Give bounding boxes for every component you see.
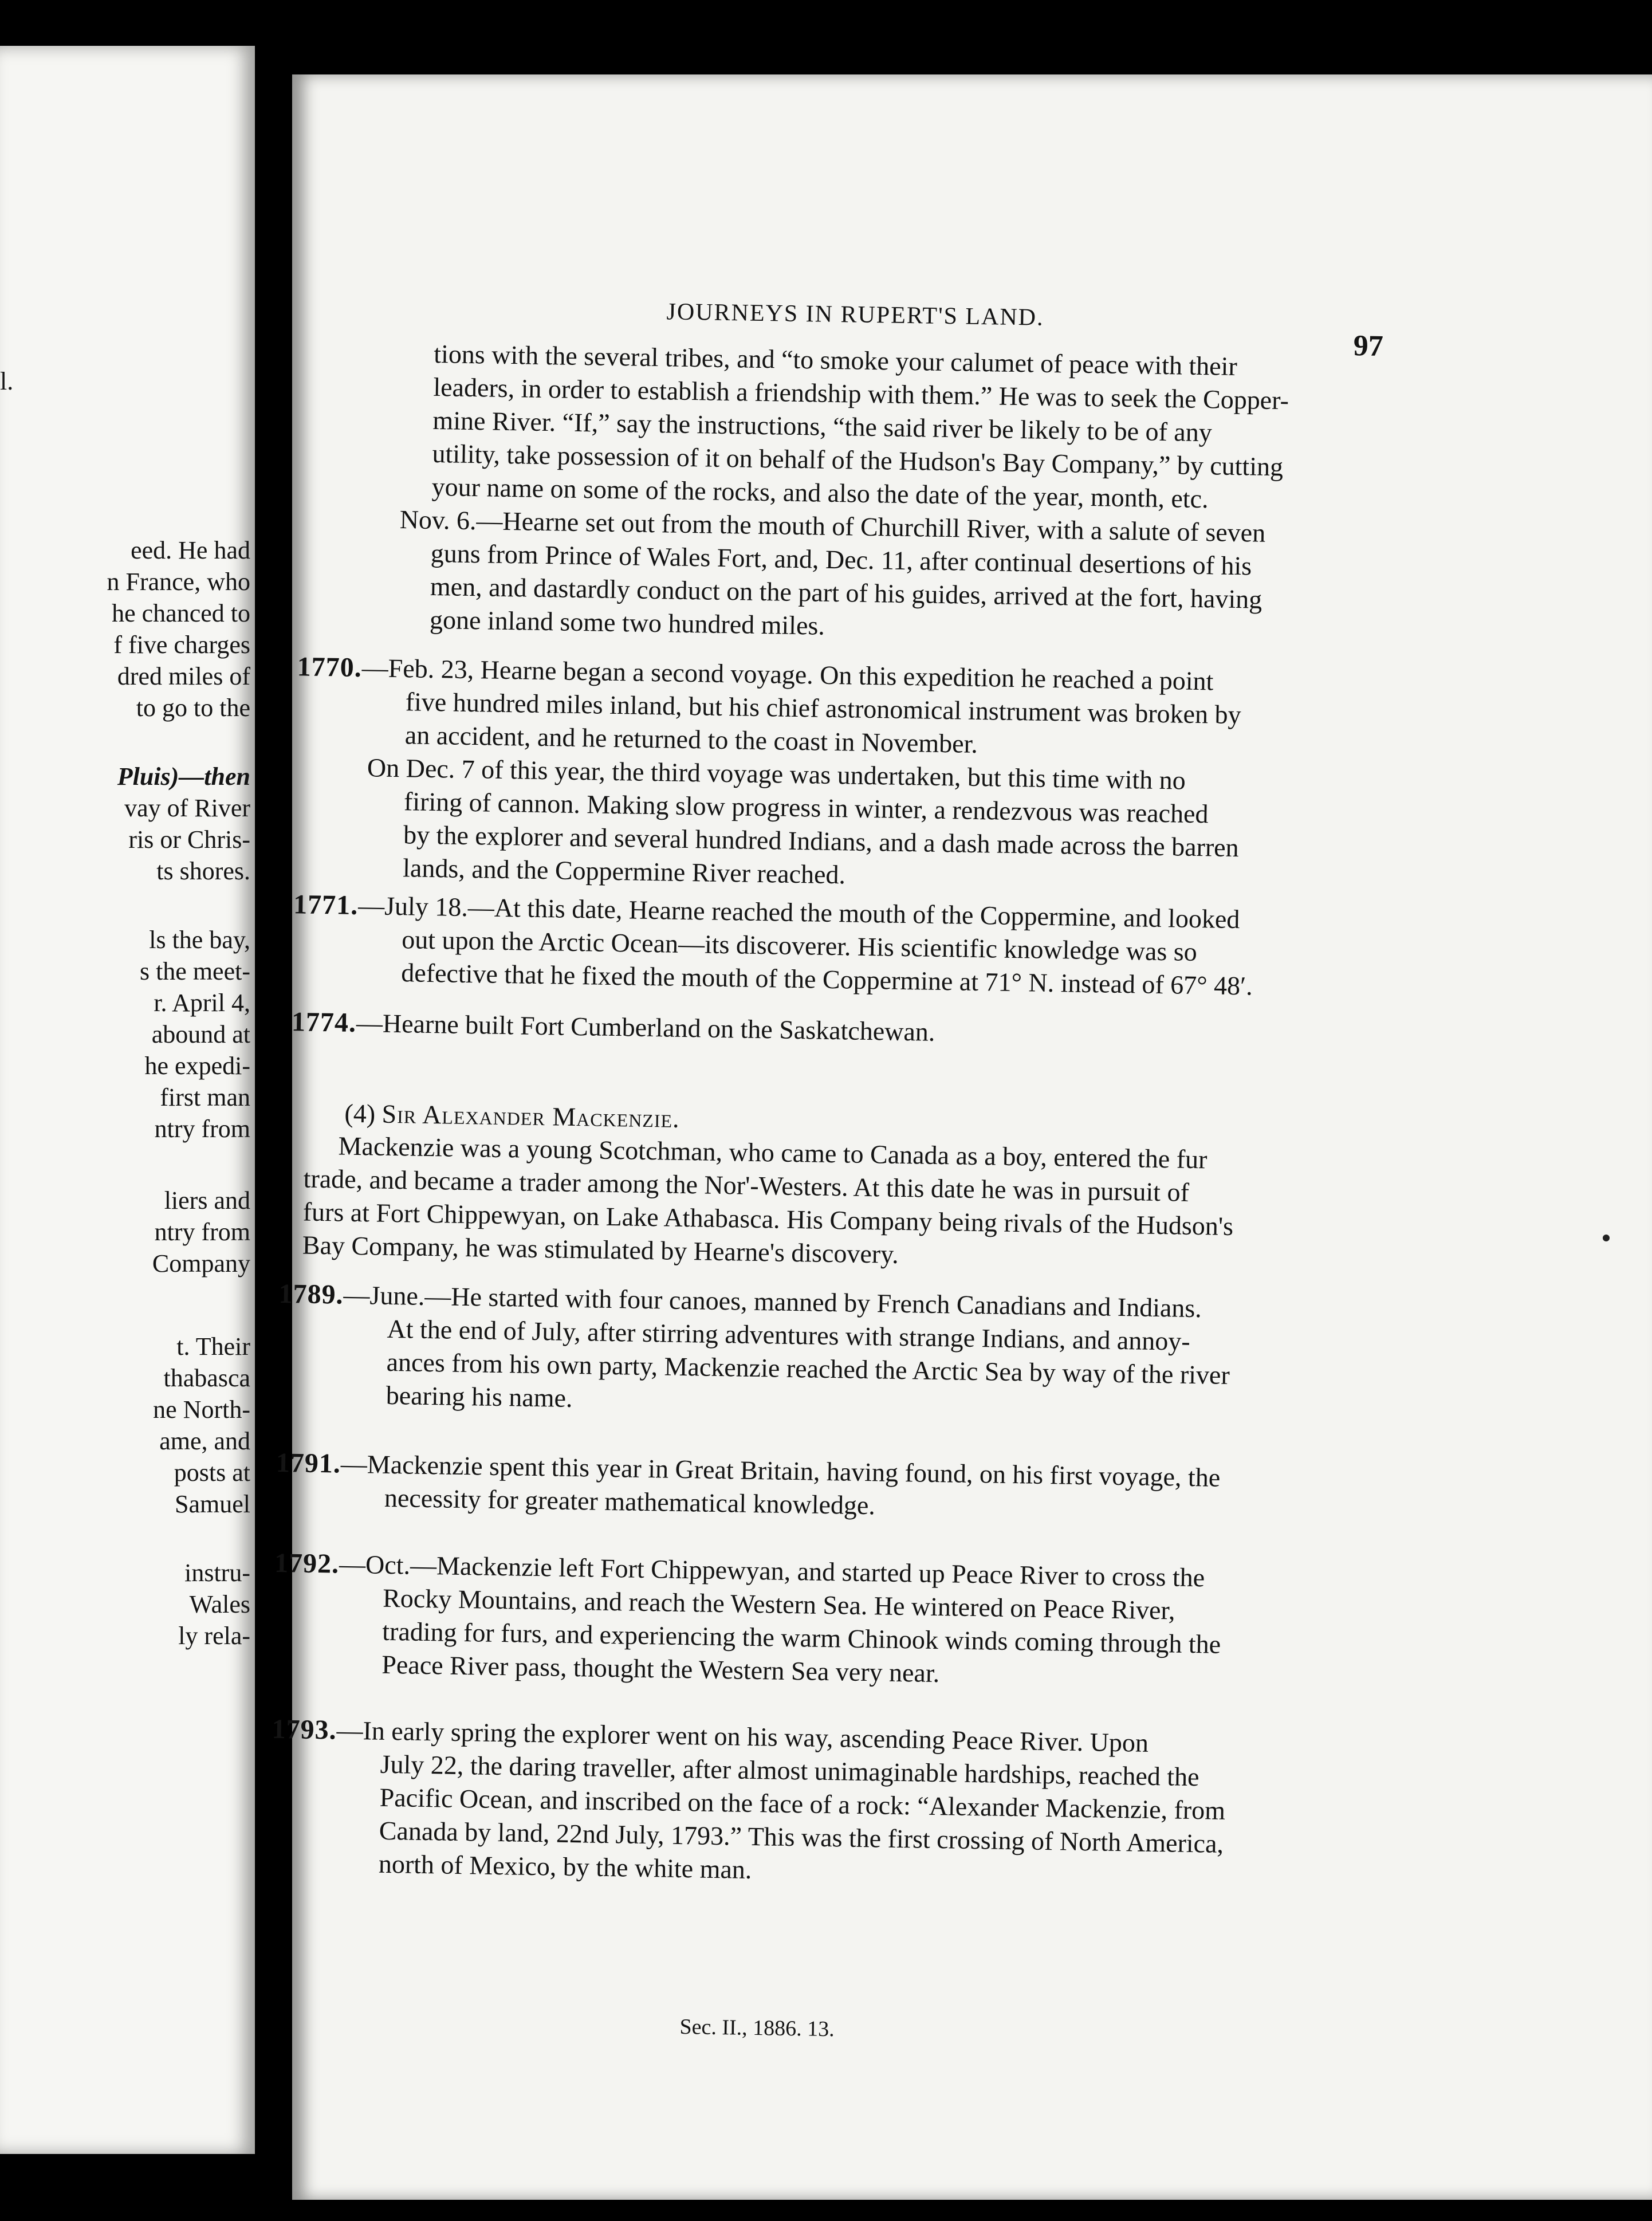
entry-y1771	[280, 888, 1639, 1001]
text-line-content: five hundred miles inland, but his chief astronomical instrument was broken by	[405, 687, 1241, 730]
text-line	[292, 1005, 935, 1049]
entry-intro	[288, 335, 1648, 640]
facing-page-line	[152, 1020, 250, 1049]
text-line-content: necessity for greater mathematical knowledge.	[384, 1483, 876, 1520]
book-page	[272, 74, 1652, 2200]
section-heading	[344, 1098, 680, 1134]
facing-page-line-text: ame, and	[159, 1427, 250, 1455]
text-line-content: guns from Prince of Wales Fort, and, Dec. 11, after continual desertions of his	[430, 538, 1252, 581]
text-line-content: Mackenzie was a young Scotchman, who came to Canada as a boy, entered the fur	[338, 1131, 1207, 1174]
facing-page-line	[176, 1332, 250, 1362]
ink-speck	[1603, 1235, 1610, 1241]
entry-y1793	[266, 1713, 1626, 1884]
text-line-content: —June.—He started with four canoes, manned by French Canadians and Indians.	[343, 1280, 1202, 1323]
facing-page-line-text: dred miles of	[117, 662, 250, 690]
text-line-content: tions with the several tribes, and “to smoke your calumet of peace with their	[433, 339, 1238, 381]
text-line	[403, 851, 846, 891]
facing-page-line-text: r. April 4,	[154, 989, 250, 1017]
text-line-content: leaders, in order to establish a friendship with them.” He was to seek the Copper-	[433, 372, 1289, 415]
facing-page-line-text: s the meet-	[139, 957, 250, 985]
facing-page-line-text: he chanced to	[112, 599, 250, 627]
signature-mark: Sec. II., 1886. 13.	[679, 2015, 835, 2042]
facing-page-line-text: posts at	[174, 1459, 250, 1487]
text-line	[430, 603, 825, 643]
facing-page-line-text: ntry from	[154, 1115, 250, 1143]
text-line-content: gone inland some two hundred miles.	[429, 604, 825, 640]
text-line	[384, 1481, 876, 1522]
text-line	[378, 1847, 752, 1886]
facing-page-fragment	[0, 46, 255, 2154]
facing-page-line	[131, 536, 250, 565]
facing-page-line	[155, 1114, 250, 1144]
entry-year: 1774.	[291, 1007, 357, 1038]
facing-page-line-text: vay of River	[124, 794, 250, 822]
facing-page-line-text: instru-	[184, 1559, 250, 1587]
facing-page-line	[149, 925, 250, 955]
facing-page-line	[153, 1395, 250, 1425]
text-line-content: July 22, the daring traveller, after almost unimaginable hardships, reached the	[380, 1749, 1199, 1792]
facing-page-line	[136, 693, 250, 723]
facing-page-line-text: t. Their	[176, 1332, 250, 1361]
text-line-content: bearing his name.	[386, 1380, 573, 1413]
text-line-content: Pacific Ocean, and inscribed on the face of a rock: “Alexander Mackenzie, from	[379, 1782, 1226, 1825]
text-line-content: —Mackenzie spent this year in Great Britain, having found, on his first voyage, the	[340, 1449, 1221, 1492]
facing-page-line	[164, 1186, 250, 1216]
entry-y1792	[269, 1547, 1629, 1688]
text-line-content: trade, and became a trader among the Nor'-Westers. At this date he was in pursuit of	[303, 1163, 1190, 1207]
facing-page-line	[174, 1458, 250, 1488]
facing-page-line	[156, 856, 250, 886]
entry-y1770	[283, 650, 1643, 890]
facing-page-line	[175, 1489, 250, 1519]
facing-page-line-text: he expedi-	[144, 1052, 250, 1080]
text-line-content: out upon the Arctic Ocean—its discoverer. His scientific knowledge was so	[401, 925, 1198, 966]
text-line-content: Nov. 6.—Hearne set out from the mouth of Churchill River, with a salute of seven	[399, 505, 1266, 548]
facing-page-line-text: Samuel	[175, 1490, 250, 1518]
facing-page-line	[152, 1249, 250, 1279]
page-number: 97	[1353, 329, 1384, 363]
facing-page-line	[117, 662, 250, 691]
facing-page-line	[159, 1426, 250, 1456]
text-line-content: —July 18.—At this date, Hearne reached the mouth of the Coppermine, and looked	[357, 890, 1240, 934]
entry-year: 1792.	[274, 1547, 340, 1579]
facing-page-line	[155, 1217, 250, 1247]
entry-year: 1770.	[297, 651, 363, 683]
facing-page-line	[160, 1083, 250, 1113]
facing-page-line	[190, 1590, 250, 1619]
text-line-content: men, and dastardly conduct on the part of his guides, arrived at the fort, having	[430, 571, 1262, 614]
facing-page-line-text: Company	[152, 1249, 250, 1277]
text-line-content: On Dec. 7 of this year, the third voyage was undertaken, but this time with no	[367, 753, 1186, 795]
text-line-content: firing of cannon. Making slow progress in winter, a rendezvous was reached	[403, 787, 1209, 829]
entry-year: 1771.	[293, 889, 359, 921]
facing-page-line	[145, 1051, 250, 1081]
facing-page-line-text: first man	[160, 1083, 250, 1111]
text-line-content: utility, take possession of it on behalf of the Hudson's Bay Company,” by cutting	[432, 438, 1284, 482]
facing-page-line-text: to go to the	[136, 694, 250, 722]
facing-page-line-text: ls the bay,	[149, 926, 250, 954]
facing-page-line-text: n France, who	[107, 568, 250, 596]
text-line-content: defective that he fixed the mouth of the Coppermine at 71° N. instead of 67° 48′.	[400, 958, 1253, 1001]
text-line-content: lands, and the Coppermine River reached.	[402, 853, 846, 890]
facing-page-line-text: ly rela-	[178, 1622, 250, 1650]
text-line-content: your name on some of the rocks, and also the date of the year, month, etc.	[431, 471, 1209, 514]
facing-page-line	[140, 957, 250, 986]
facing-page-line	[184, 1558, 250, 1588]
text-line	[386, 1379, 573, 1415]
entry-mackenzie	[276, 1129, 1635, 1269]
entry-y1774	[277, 1005, 1637, 1047]
text-line-content: —In early spring the explorer went on his way, ascending Peace River. Upon	[336, 1715, 1149, 1758]
facing-page-line-text: Wales	[189, 1590, 250, 1618]
text-line-content: north of Mexico, by the white man.	[378, 1849, 752, 1884]
text-line-content: Rocky Mountains, and reach the Western Sea. He wintered on Peace River,	[382, 1583, 1175, 1625]
running-head: JOURNEYS IN RUPERT'S LAND.	[666, 298, 1044, 331]
facing-page-line	[107, 567, 251, 597]
entry-y1789	[273, 1277, 1633, 1413]
text-line-content: mine River. “If,” say the instructions, “the said river be likely to be of any	[432, 405, 1213, 447]
facing-page-line-text: eed. He had	[131, 536, 250, 564]
facing-page-line-text: f five charges	[113, 631, 250, 659]
text-line-content: At the end of July, after stirring adventures with strange Indians, and annoy-	[387, 1314, 1191, 1356]
facing-page-line	[164, 1363, 250, 1393]
facing-page-line	[178, 1621, 250, 1651]
text-line-content: Canada by land, 22nd July, 1793.” This was the first crossing of North America,	[379, 1815, 1224, 1858]
page-content	[259, 74, 1652, 2221]
text-line-content: by the explorer and several hundred Indians, and a dash made across the barren	[403, 820, 1240, 863]
facing-page-line-text: ris or Chris-	[128, 825, 250, 854]
facing-page-line-text: liers and	[164, 1186, 250, 1214]
facing-page-line	[128, 825, 250, 855]
facing-page-line	[113, 630, 250, 660]
facing-page-line	[112, 599, 250, 628]
facing-page-line	[0, 367, 13, 396]
facing-page-line	[124, 793, 250, 823]
facing-page-line	[117, 762, 250, 792]
facing-page-line	[154, 988, 250, 1018]
text-line-content: furs at Fort Chippewyan, on Lake Athabasca. His Company being rivals of the Hudson's	[302, 1197, 1234, 1241]
text-line-content: an accident, and he returned to the coast in November.	[404, 720, 978, 758]
text-line-content: —Feb. 23, Hearne began a second voyage. On this expedition he reached a point	[361, 653, 1214, 696]
entry-year: 1793.	[272, 1713, 337, 1746]
text-line-content: Peace River pass, thought the Western Sea very near.	[381, 1649, 940, 1688]
section-number: (4)	[344, 1098, 376, 1129]
facing-page-line-text: ne North-	[153, 1396, 250, 1424]
text-line-content: —Oct.—Mackenzie left Fort Chippewyan, and started up Peace River to cross the	[339, 1549, 1205, 1593]
facing-page-line-text: l.	[0, 367, 14, 395]
text-line-content: ances from his own party, Mackenzie reached the Arctic Sea by way of the river	[386, 1347, 1230, 1390]
entry-year: 1789.	[278, 1278, 344, 1310]
section-title: Sir Alexander Mackenzie.	[381, 1099, 681, 1133]
text-line-content: trading for furs, and experiencing the warm Chinook winds coming through the	[381, 1616, 1221, 1659]
facing-page-line-text: ntry from	[154, 1218, 250, 1246]
text-line-content: Bay Company, he was stimulated by Hearne's discovery.	[302, 1230, 899, 1269]
entry-y1791	[270, 1446, 1630, 1520]
facing-page-line-text: thabasca	[163, 1364, 250, 1392]
text-line-content: —Hearne built Fort Cumberland on the Saskatchewan.	[356, 1008, 935, 1047]
facing-page-line-text: abound at	[151, 1020, 250, 1048]
entry-year: 1791.	[276, 1447, 341, 1479]
facing-page-line-text: Pluis)—then	[117, 762, 250, 791]
facing-page-line-text: ts shores.	[156, 857, 250, 885]
